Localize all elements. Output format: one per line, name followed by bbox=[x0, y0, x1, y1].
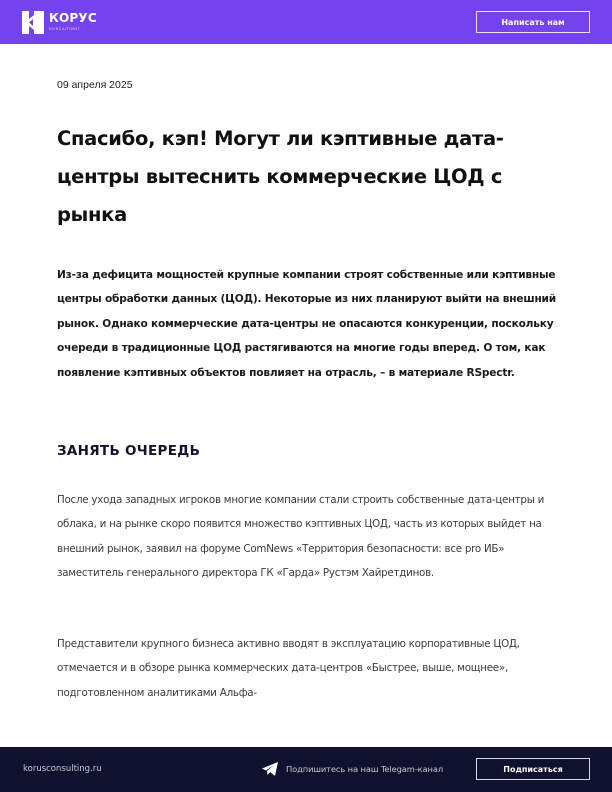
telegram-subscribe-link[interactable] bbox=[262, 762, 443, 776]
korus-logo[interactable] bbox=[22, 11, 97, 34]
article-lead: Из-за дефицита мощностей крупные компании строят собственные или кэптивные центры обработки данных (ЦОД). Некоторые из них планируют выйти на внешний рынок. Однако коммерческие дата-центры не опасаются конкуренции, поскольку очереди в традиционные ЦОД растягиваются на многие годы вперед. О том, как появление кэптивных объектов повлияет на отрасль, – в материале RSpectr. bbox=[57, 269, 557, 379]
logo-subtitle: КОНСАЛТИНГ bbox=[49, 27, 81, 31]
logo-name: КОРУС bbox=[49, 11, 97, 25]
article-date: 09 апреля 2025 bbox=[57, 79, 133, 91]
write-us-button[interactable]: Написать нам bbox=[476, 11, 590, 33]
site-link[interactable]: korusconsulting.ru bbox=[23, 764, 102, 774]
site-header bbox=[0, 0, 612, 44]
section-heading: ЗАНЯТЬ ОЧЕРЕДЬ bbox=[57, 443, 201, 459]
article-paragraph: Представители крупного бизнеса активно вводят в эксплуатацию корпоративные ЦОД, отмечается и в обзоре рынка коммерческих дата-центров «Быстрее, выше, мощнее», подготовленном аналитиками Альфа- bbox=[57, 638, 520, 699]
telegram-text: Подпишитесь на наш Telegam-канал bbox=[286, 764, 444, 774]
telegram-icon bbox=[262, 762, 278, 776]
article-title: Спасибо, кэп! Могут ли кэптивные дата-центры вытеснить коммерческие ЦОД с рынка bbox=[57, 127, 504, 226]
article-paragraph: После ухода западных игроков многие компании стали строить собственные дата-центры и облака, и на рынке скоро появится множество кэптивных ЦОД, часть из которых выйдет на внешний рынок, заявил на форуме ComNews «Территория безопасности: все pro ИБ» заместитель генерального директора ГК «Гарда» Рустэм Хайретдинов. bbox=[57, 494, 545, 579]
subscribe-button[interactable]: Подписаться bbox=[476, 758, 590, 780]
site-footer bbox=[0, 747, 612, 792]
korus-logo-icon bbox=[22, 11, 44, 34]
